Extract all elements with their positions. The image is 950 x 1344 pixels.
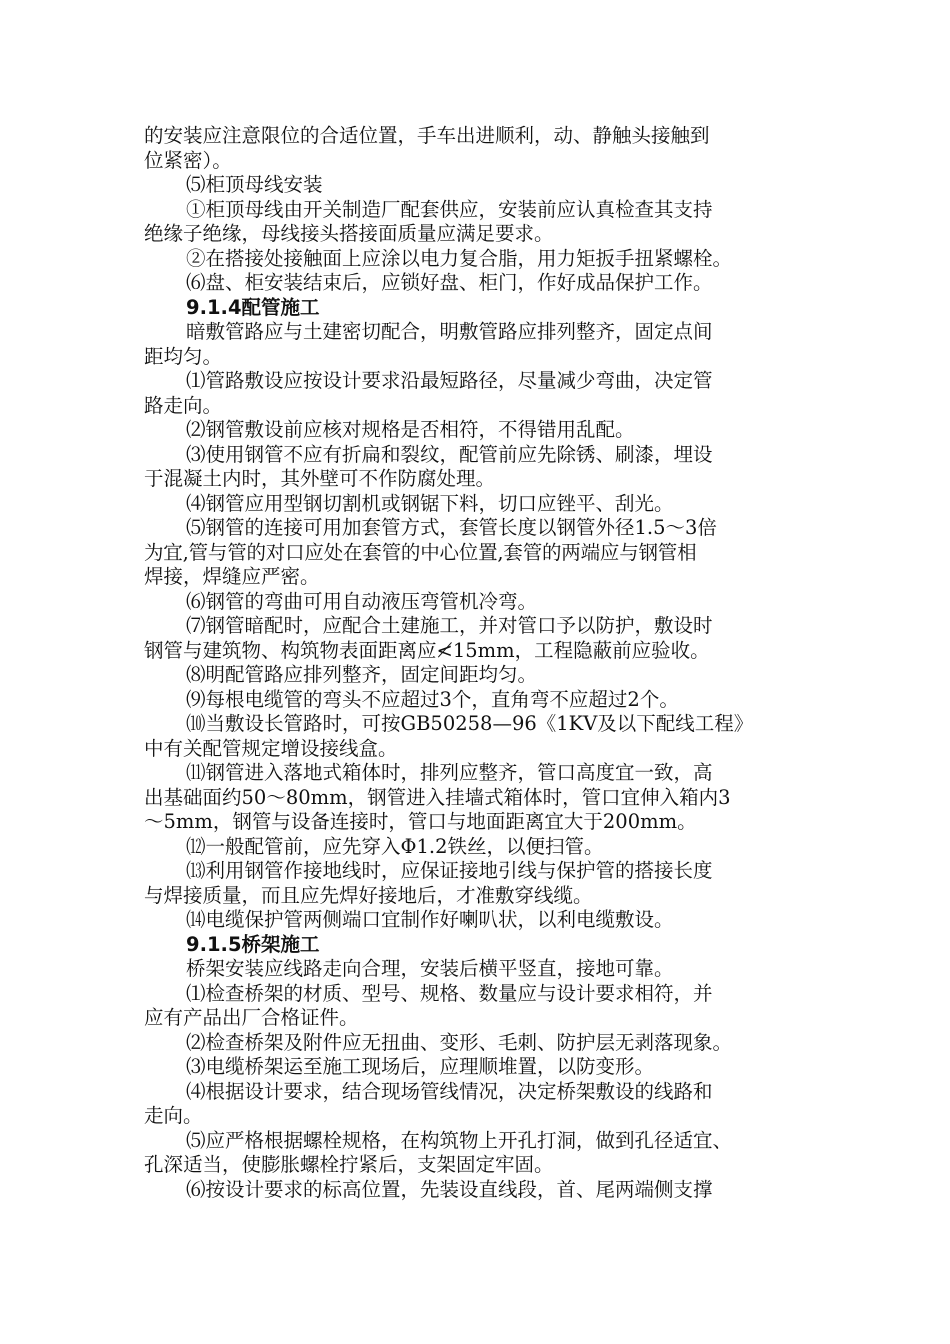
text-line: 孔深适当，使膨胀螺栓拧紧后，支架固定牢固。 [144, 1153, 554, 1176]
text-line: 为宜,管与管的对口应处在套管的中心位置,套管的两端应与钢管相 [144, 540, 697, 564]
text-line: 桥架安装应线路走向合理，安装后横平竖直，接地可靠。 [186, 957, 674, 980]
text-line: ⑶使用钢管不应有折扁和裂纹，配管前应先除锈、刷漆，埋设 [186, 442, 713, 466]
text-line: ⑷根据设计要求，结合现场管线情况，决定桥架敷设的线路和 [186, 1079, 713, 1103]
document-page [144, 124, 816, 1202]
text-line: 与焊接质量，而且应先焊好接地后，才准敷穿线缆。 [144, 883, 593, 907]
text-line: ⑷钢管应用型钢切割机或钢锯下料，切口应锉平、刮光。 [186, 491, 674, 515]
text-line: ⑹盘、柜安装结束后，应锁好盘、柜门，作好成品保护工作。 [186, 271, 713, 294]
text-line: ⑴管路敷设应按设计要求沿最短路径，尽量减少弯曲，决定管 [186, 369, 713, 392]
text-line: 中有关配管规定增设接线盒。 [144, 736, 398, 760]
text-line: ⑴检查桥架的材质、型号、规格、数量应与设计要求相符，并 [186, 981, 713, 1005]
text-line: ⑻明配管路应排列整齐，固定间距均匀。 [186, 663, 538, 686]
text-line: ⑺钢管暗配时，应配合土建施工，并对管口予以防护，敷设时 [186, 614, 713, 637]
text-line: ⒁电缆保护管两侧端口宜制作好喇叭状，以利电缆敷设。 [186, 908, 674, 931]
text-line: ⑵检查桥架及附件应无扭曲、变形、毛刺、防护层无剥落现象。 [186, 1030, 733, 1054]
text-line: ①柜顶母线由开关制造厂配套供应，安装前应认真检查其支持 [186, 197, 713, 221]
text-line: ⑹按设计要求的标高位置，先装设直线段，首、尾两端侧支撑 [186, 1177, 713, 1201]
text-line: 应有产品出厂合格证件。 [144, 1006, 359, 1029]
text-line: ⑸应严格根据螺栓规格，在构筑物上开孔打洞，做到孔径适宜、 [186, 1128, 733, 1152]
text-line: ②在搭接处接触面上应涂以电力复合脂，用力矩扳手扭紧螺栓。 [186, 246, 733, 270]
text-line: 位紧密）。 [144, 148, 232, 172]
text-line: ～5mm，钢管与设备连接时，管口与地面距离宜大于200mm。 [144, 810, 697, 833]
text-line: 于混凝土内时，其外壁可不作防腐处理。 [144, 467, 496, 490]
text-line: 暗敷管路应与土建密切配合，明敷管路应排列整齐，固定点间 [186, 320, 713, 343]
text-line: ⑵钢管敷设前应核对规格是否相符，不得错用乱配。 [186, 418, 635, 441]
text-line: 出基础面约50～80mm，钢管进入挂墙式箱体时，管口宜伸入箱内3 [144, 785, 731, 809]
text-line: 的安装应注意限位的合适位置，手车出进顺利，动、静触头接触到 [144, 124, 710, 147]
text-line: 距均匀。 [144, 344, 223, 368]
section-heading: 9.1.4配管施工 [186, 295, 320, 319]
text-line: 焊接，焊缝应严密。 [144, 565, 320, 588]
text-line: ⑼每根电缆管的弯头不应超过3个，直角弯不应超过2个。 [186, 687, 679, 711]
text-line: ⒀利用钢管作接地线时，应保证接地引线与保护管的搭接长度 [186, 859, 713, 882]
text-line: 钢管与建筑物、构筑物表面距离应≮15mm，工程隐蔽前应验收。 [144, 638, 710, 662]
text-line: ⑾钢管进入落地式箱体时，排列应整齐，管口高度宜一致，高 [186, 761, 713, 784]
text-line: ⑹钢管的弯曲可用自动液压弯管机冷弯。 [186, 589, 538, 613]
text-line: ⑶电缆桥架运至施工现场后，应理顺堆置，以防变形。 [186, 1055, 655, 1078]
text-line: 路走向。 [144, 393, 223, 417]
text-line: ⑿一般配管前，应先穿入Φ1.2铁丝，以便扫管。 [186, 834, 604, 858]
text-line: 绝缘子绝缘，母线接头搭接面质量应满足要求。 [144, 222, 554, 245]
section-heading: 9.1.5桥架施工 [186, 932, 320, 956]
text-line: ⑸柜顶母线安装 [186, 173, 323, 196]
text-line: ⑽当敷设长管路时，可按GB50258—96《1KV及以下配线工程》 [186, 712, 754, 735]
text-line: 走向。 [144, 1104, 203, 1127]
text-line: ⑸钢管的连接可用加套管方式，套管长度以钢管外径1.5～3倍 [186, 516, 717, 539]
